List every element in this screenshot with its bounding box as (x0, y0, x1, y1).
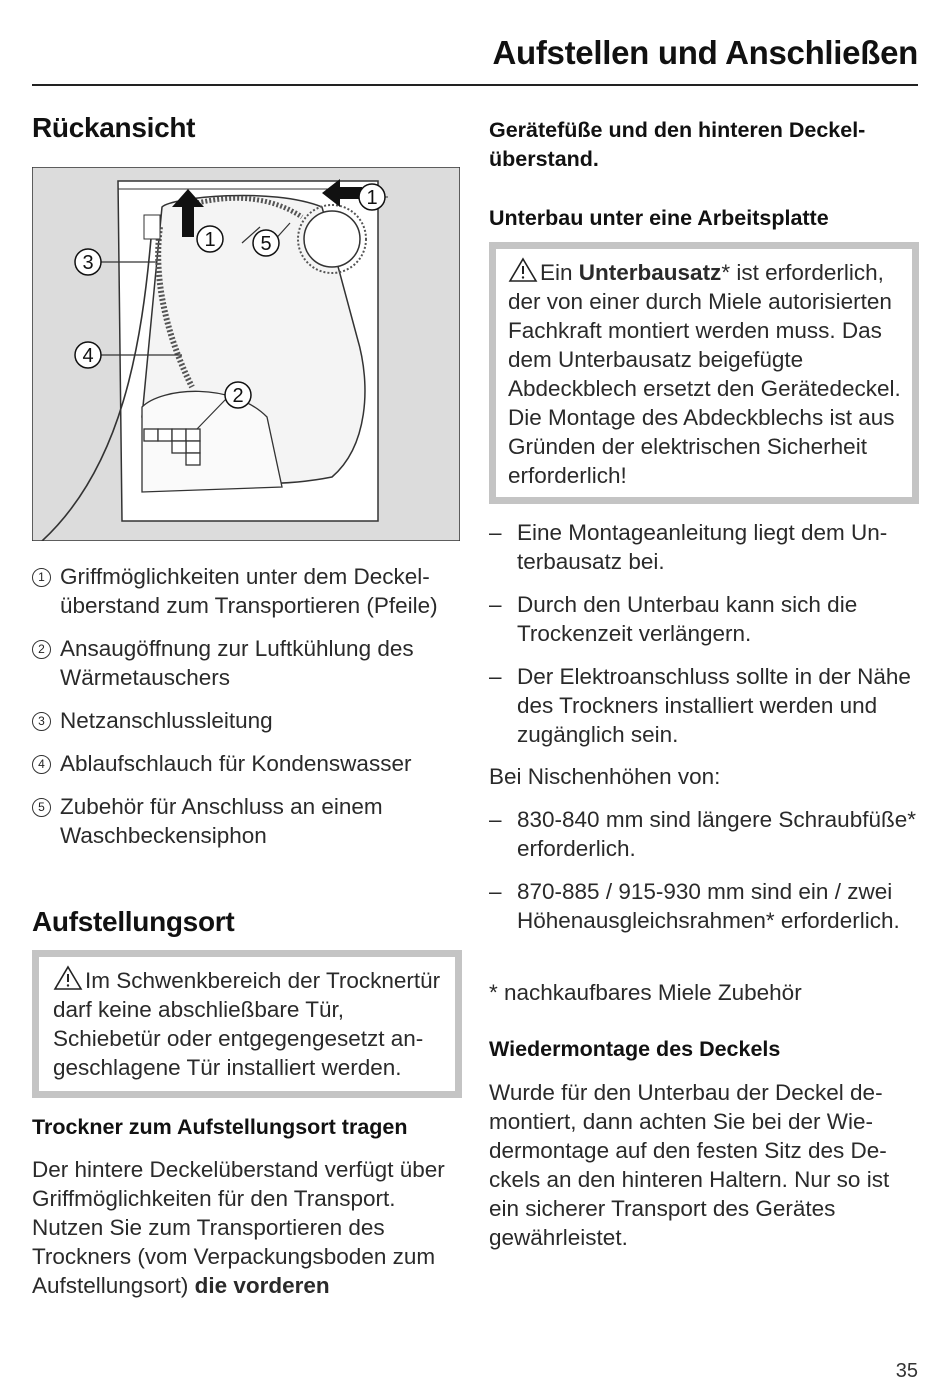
list-item-text: Durch den Unterbau kann sich die Trockenzeit verlängern. (517, 592, 858, 646)
header-divider (32, 84, 918, 86)
legend-item (32, 706, 462, 735)
paragraph-transport (32, 1155, 462, 1300)
warning-triangle-icon (508, 257, 538, 283)
callout-5: 5 (260, 233, 272, 255)
paragraph-wiedermontage: Wurde für den Unterbau der Deckel demontiert, dann achten Sie bei der Wiedermontage auf den festen Sitz des Deckels an den hinteren Haltern. Nur so ist ein sicherer Transport des Gerätes gewährleistet. (489, 1080, 890, 1250)
dash-bullet: – (489, 807, 502, 832)
list-item-text: 830-840 mm sind längere Schraubfüße* erforderlich. (517, 807, 916, 861)
list-item-text: Eine Montageanleitung liegt dem Unterbausatz bei. (517, 520, 888, 574)
continued-bold-text: Gerätefüße und den hinteren Deckelüberstand. (489, 118, 866, 171)
warning-text: Im Schwenkbereich der Trocknertür darf keine abschließbare Tür, Schiebetür oder entgegengesetzt angeschlagene Tür installiert werden. (53, 968, 441, 1080)
list-item (489, 662, 919, 749)
warning-text-bold: Unterbausatz (578, 260, 722, 285)
legend-number: 3 (32, 712, 51, 731)
section-heading-rueckansicht: Rückansicht (32, 112, 196, 143)
subheading-trockner-tragen: Trockner zum Aufstellungsort tragen (32, 1115, 408, 1139)
legend-text: Zubehör für Anschluss an einem Waschbeckensiphon (60, 794, 383, 848)
legend-number: 1 (32, 568, 51, 587)
list-item-text: 870-885 / 915-930 mm sind ein / zwei Höhenausgleichsrahmen* erforderlich. (517, 879, 900, 933)
nischen-intro: Bei Nischenhöhen von: (489, 764, 721, 789)
list-item (489, 877, 929, 935)
list-item (489, 590, 919, 648)
section-heading-aufstellungsort: Aufstellungsort (32, 906, 235, 937)
list-item (489, 518, 919, 576)
callout-3: 3 (82, 252, 94, 274)
subheading-unterbau: Unterbau unter eine Arbeitsplatte (489, 206, 829, 230)
warning-text-post: * ist erforderlich, der von einer durch Miele autorisierten Fachkraft montiert werden muss. Das dem Unterbausatz beigefügte Abdeckblech ersetzt den Gerätedeckel. Die Montage des Abdeckblechs ist aus Gründen der elektrischen Sicherheit erforderlich! (508, 260, 901, 488)
callout-1-top: 1 (366, 187, 378, 209)
warning-box-unterbau (489, 242, 919, 504)
legend-item (32, 562, 462, 620)
callout-4: 4 (82, 345, 94, 367)
page-header-title: Aufstellen und Anschließen (492, 34, 918, 71)
dryer-rear-view-illustration (32, 167, 460, 541)
list-item-text: Der Elektroanschluss sollte in der Nähe des Trockners installiert werden und zugänglich sein. (517, 664, 911, 747)
legend-text: Griffmöglichkeiten unter dem Deckelüberstand zum Transportieren (Pfeile) (60, 564, 438, 618)
figure-legend (32, 562, 462, 864)
paragraph-transport-text: Der hintere Deckelüberstand verfügt über Griffmöglichkeiten für den Transport. Nutzen Sie zum Transportieren des Trockners (vom Verpackungsboden zum Aufstellungsort) (32, 1157, 445, 1298)
warning-box-aufstellungsort (32, 950, 462, 1098)
legend-number: 4 (32, 755, 51, 774)
callout-2: 2 (232, 385, 244, 407)
dash-bullet: – (489, 664, 502, 689)
legend-number: 2 (32, 640, 51, 659)
callout-1: 1 (204, 229, 216, 251)
legend-item (32, 749, 462, 778)
paragraph-transport-bold: die vorderen (194, 1273, 330, 1298)
dryer-rear-view-figure (32, 167, 460, 541)
legend-text: Ansaugöffnung zur Luftkühlung des Wärmetauschers (60, 636, 414, 690)
page-number: 35 (895, 1360, 918, 1382)
warning-text-pre: Ein (540, 260, 579, 285)
footnote: * nachkaufbares Miele Zubehör (489, 980, 802, 1005)
subheading-wiedermontage: Wiedermontage des Deckels (489, 1037, 781, 1061)
warning-triangle-icon (53, 965, 83, 991)
legend-item (32, 634, 462, 692)
dash-bullet: – (489, 520, 502, 545)
legend-number: 5 (32, 798, 51, 817)
unterbau-notes-list (489, 518, 919, 763)
dash-bullet: – (489, 879, 502, 904)
dash-bullet: – (489, 592, 502, 617)
legend-text: Netzanschlussleitung (60, 708, 273, 733)
nischen-list (489, 805, 929, 949)
list-item (489, 805, 929, 863)
legend-text: Ablaufschlauch für Kondenswasser (60, 751, 412, 776)
legend-item (32, 792, 462, 850)
